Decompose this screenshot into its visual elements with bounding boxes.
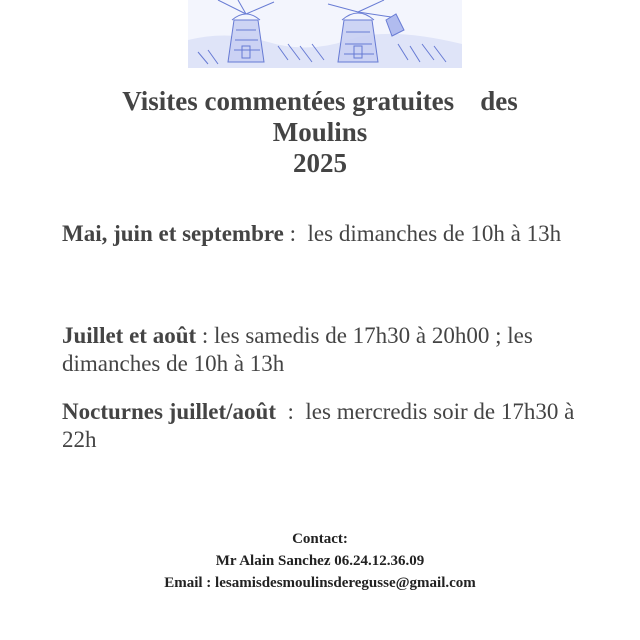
schedule-july-august [62,322,592,378]
contact-person: Mr Alain Sanchez 06.24.12.36.09 [215,553,425,569]
schedule-label: Nocturnes juillet/août [62,399,277,424]
windmill-illustration [188,0,462,68]
schedule-text: les mercredis soir de 17h30 à 22h [62,399,575,452]
title-line1-part1: Visites commentées gratuites [122,86,455,116]
contact-block [0,528,640,594]
title-year: 2025 [293,148,347,178]
schedule-label: Juillet et août [62,323,197,348]
contact-email: Email : lesamisdesmoulinsderegusse@gmail.com [164,575,476,591]
schedule-may-june-september [62,220,592,248]
schedule-separator: : [276,399,306,424]
title-line2: Moulins [272,117,368,147]
schedule-text: les samedis de 17h30 à 20h00 ; les dimanches de 10h à 13h [62,323,533,376]
title-line1-part2: des [480,86,518,116]
schedule-label: Mai, juin et septembre [62,221,284,246]
contact-heading: Contact: [292,531,348,547]
schedule-text: les dimanches de 10h à 13h [307,221,562,246]
schedule-nocturnes [62,398,592,454]
schedule-separator: : [283,221,308,246]
page-title [0,86,640,179]
schedule-separator: : [196,323,215,348]
